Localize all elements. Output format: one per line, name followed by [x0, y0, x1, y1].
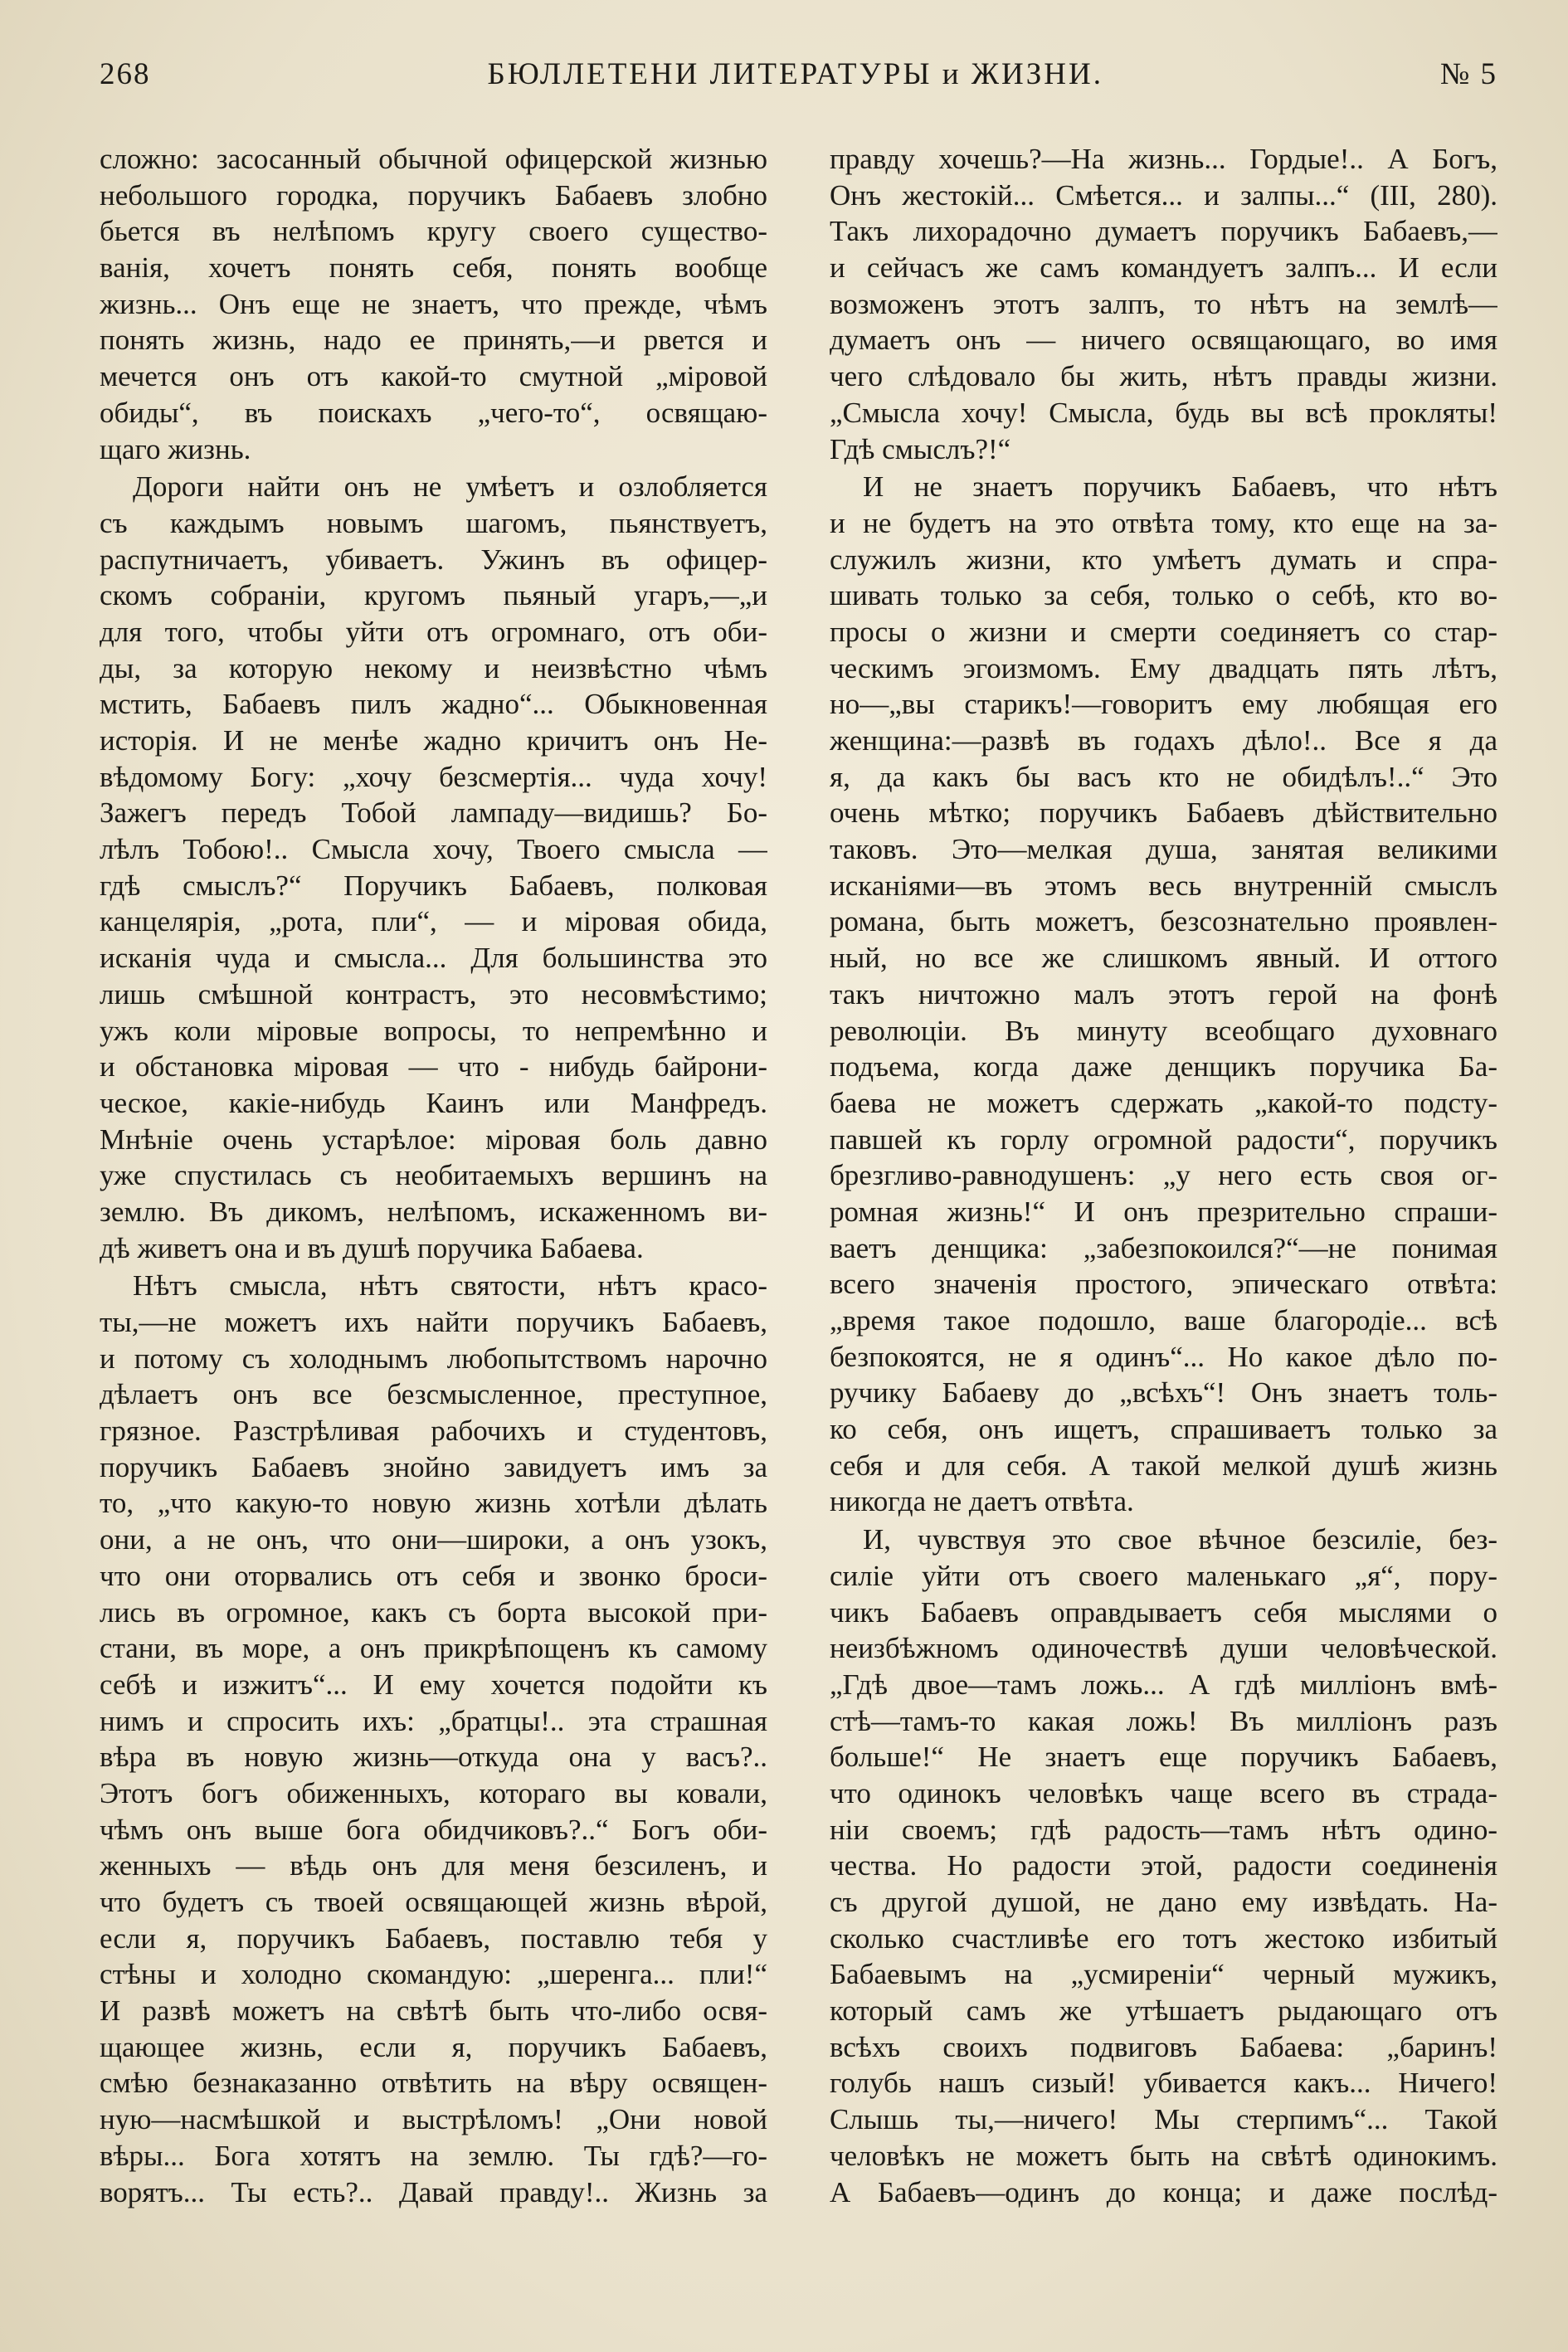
text-line: я, да какъ бы васъ кто не обидѣлъ!..“ Это — [830, 760, 1497, 793]
paragraph — [830, 141, 1497, 467]
text-line: никогда не даетъ отвѣта. — [830, 1485, 1134, 1518]
text-line: грязное. Разстрѣливая рабочихъ и студентовъ, — [100, 1415, 767, 1448]
text-line: Зажегъ передъ Тобой лампаду—видишь? Бо- — [100, 796, 767, 830]
text-line: нимъ и спросить ихъ: „братцы!.. эта страшная — [100, 1704, 767, 1737]
text-line: они, а не онъ, что они—широки, а онъ узокъ, — [100, 1523, 767, 1556]
text-line: дѣ живетъ она и въ душѣ поручика Бабаева. — [100, 1231, 644, 1264]
text-line: баева не можетъ сдержать „какой-то подсту- — [830, 1086, 1497, 1119]
text-line: таковъ. Это—мелкая душа, занятая великими — [830, 833, 1497, 866]
text-line: больше!“ Не знаетъ еще поручикъ Бабаевъ, — [830, 1741, 1497, 1774]
text-line: ніи своемъ; гдѣ радость—тамъ нѣтъ одино- — [830, 1813, 1497, 1846]
text-line: себѣ и изжитъ“... И ему хочется подойти къ — [100, 1668, 767, 1701]
text-line: и обстановка міровая — что - нибудь байрони- — [100, 1050, 767, 1083]
text-line: что одинокъ человѣкъ чаще всего въ страда- — [830, 1776, 1497, 1809]
text-line: лѣлъ Тобою!.. Смысла хочу, Твоего смысла — — [100, 833, 767, 866]
text-line: И развѣ можетъ на свѣтѣ быть что-либо освя- — [100, 1994, 767, 2028]
text-line: скомъ собраніи, кругомъ пьяный угаръ,—„и — [100, 579, 767, 612]
text-line: который самъ же утѣшаетъ рыдающаго отъ — [830, 1994, 1497, 2028]
text-line: ческое, какіе-нибудь Каинъ или Манфредъ. — [100, 1086, 767, 1119]
text-line: если я, поручикъ Бабаевъ, поставлю тебя у — [100, 1921, 767, 1955]
text-line: и не будетъ на это отвѣта тому, кто еще на за- — [830, 506, 1497, 539]
text-line: что будетъ съ твоей освящающей жизнь вѣрой, — [100, 1886, 767, 1918]
text-line: просы о жизни и смерти соединяетъ со стар- — [830, 615, 1497, 648]
text-line: жизнь... Онъ еще не знаетъ, что прежде, чѣмъ — [100, 287, 767, 320]
text-line: бьется въ нелѣпомъ кругу своего существо- — [100, 215, 767, 248]
text-line: и потому съ холоднымъ любопытствомъ нарочно — [100, 1342, 767, 1375]
right-column — [830, 141, 1497, 2212]
text-line: исторія. И не менѣе жадно кричитъ онъ Не- — [100, 724, 767, 757]
text-line: ды, за которую некому и неизвѣстно чѣмъ — [100, 651, 767, 684]
paragraph — [100, 141, 767, 467]
text-line: но—„вы старикъ!—говоритъ ему любящая его — [830, 688, 1497, 721]
paragraph — [830, 1522, 1497, 2210]
text-line: И, чувствуя это свое вѣчное безсиліе, без- — [863, 1523, 1497, 1556]
text-line: канцелярія, „рота, пли“, — и міровая обида, — [100, 905, 767, 938]
text-line: для того, чтобы уйти отъ огромнаго, отъ оби- — [100, 615, 767, 648]
text-line: силіе уйти отъ своего маленькаго „я“, пору- — [830, 1559, 1497, 1592]
text-line: думаетъ онъ — ничего освящающаго, во имя — [830, 324, 1497, 357]
text-line: правду хочешь?—На жизнь... Гордые!.. А Богъ, — [830, 143, 1497, 175]
text-line: павшей къ горлу огромной радости“, поручикъ — [830, 1122, 1497, 1156]
text-line: ванія, хочетъ понять себя, понять вообще — [100, 251, 767, 285]
text-line: себя и для себя. А такой мелкой душѣ жизнь — [830, 1449, 1497, 1482]
paragraph — [100, 469, 767, 1266]
paragraph — [100, 1268, 767, 2210]
text-line: безпокоятся, не я одинъ“... Но какое дѣло по- — [830, 1340, 1497, 1373]
text-line: землю. Въ дикомъ, нелѣпомъ, искаженномъ ви- — [100, 1195, 767, 1228]
text-line: А Бабаевъ—одинъ до конца; и даже послѣд- — [830, 2175, 1497, 2208]
text-line: лись въ огромное, какъ съ борта высокой при- — [100, 1595, 767, 1629]
left-column — [100, 141, 767, 2212]
journal-title: БЮЛЛЕТЕНИ ЛИТЕРАТУРЫ и ЖИЗНИ. — [487, 57, 1103, 91]
text-line: „Гдѣ двое—тамъ ложь... А гдѣ милліонъ вмѣ- — [830, 1668, 1497, 1701]
issue-number: № 5 — [1439, 57, 1497, 91]
text-line: всего значенія простого, эпическаго отвѣта: — [830, 1268, 1497, 1301]
text-line: поручикъ Бабаевъ знойно завидуетъ имъ за — [100, 1450, 767, 1483]
text-line: что они оторвались отъ себя и звонко броси- — [100, 1559, 767, 1592]
text-line: стѣ—тамъ-то какая ложь! Въ милліонъ разъ — [830, 1704, 1497, 1737]
text-line: „Смысла хочу! Смысла, будь вы всѣ прокляты! — [830, 396, 1497, 429]
text-line: гдѣ смыслъ?“ Поручикъ Бабаевъ, полковая — [100, 869, 767, 902]
text-line: подъема, когда даже денщикъ поручика Ба- — [830, 1050, 1497, 1083]
page-number: 268 — [100, 57, 151, 91]
text-line: ворятъ... Ты есть?.. Давай правду!.. Жизнь за — [100, 2175, 767, 2208]
text-line: мечется онъ отъ какой-то смутной „міровой — [100, 360, 767, 393]
text-line: Мнѣніе очень устарѣлое: міровая боль давно — [100, 1122, 767, 1156]
text-line: ческимъ эгоизмомъ. Ему двадцать пять лѣтъ, — [830, 651, 1497, 684]
text-line: дѣлаетъ онъ все безсмысленное, преступное, — [100, 1378, 767, 1411]
text-line: такъ ничтожно малъ этотъ герой на фонѣ — [830, 977, 1497, 1010]
text-line: ты,—не можетъ ихъ найти поручикъ Бабаевъ, — [100, 1306, 767, 1338]
text-line: сложно: засосанный обычной офицерской жизнью — [100, 143, 767, 175]
text-line: Гдѣ смыслъ?!“ — [830, 432, 1011, 465]
text-line: съ каждымъ новымъ шагомъ, пьянствуетъ, — [100, 506, 767, 539]
text-line: чего слѣдовало бы жить, нѣтъ правды жизни. — [830, 360, 1497, 393]
text-line: всѣхъ своихъ подвиговъ Бабаева: „баринъ! — [830, 2030, 1497, 2063]
text-line: голубь нашъ сизый! убивается какъ... Ничего! — [830, 2067, 1497, 2100]
text-line: неизбѣжномъ одиночествѣ души человѣческой. — [830, 1632, 1497, 1665]
text-line: женныхъ — вѣдь онъ для меня безсиленъ, и — [100, 1849, 767, 1882]
text-line: небольшого городка, поручикъ Бабаевъ злобно — [100, 178, 767, 212]
text-line: стѣны и холодно скомандую: „шеренга... пли!“ — [100, 1958, 767, 1991]
text-line: распутничаетъ, убиваетъ. Ужинъ въ офицер- — [100, 543, 767, 576]
paragraph — [830, 469, 1497, 1520]
text-line: и сейчасъ же самъ командуетъ залпъ... И если — [830, 251, 1497, 285]
text-line: понять жизнь, надо ее принять,—и рвется и — [100, 324, 767, 357]
text-line: Дороги найти онъ не умѣетъ и озлобляется — [133, 470, 767, 504]
text-line: сколько счастливѣе его тотъ жестоко избитый — [830, 1921, 1497, 1955]
text-line: вѣры... Бога хотятъ на землю. Ты гдѣ?—го- — [100, 2139, 767, 2172]
text-line: ручику Бабаеву до „всѣхъ“! Онъ знаетъ толь- — [830, 1376, 1497, 1410]
text-line: Такъ лихорадочно думаетъ поручикъ Бабаевъ,— — [830, 215, 1497, 248]
text-line: „время такое подошло, ваше благородіе... всѣ — [830, 1304, 1497, 1337]
text-line: Онъ жестокій... Смѣется... и залпы...“ (III, 280). — [830, 178, 1497, 212]
text-line: шивать только за себя, только о себѣ, кто во- — [830, 579, 1497, 612]
text-line: ную—насмѣшкой и выстрѣломъ! „Они новой — [100, 2103, 767, 2136]
text-line: человѣкъ не можетъ быть на свѣтѣ одинокимъ. — [830, 2139, 1497, 2172]
text-line: чикъ Бабаевъ оправдываетъ себя мыслями о — [830, 1595, 1497, 1629]
text-line: чества. Но радости этой, радости соединенія — [830, 1849, 1497, 1882]
text-line: исканіями—въ этомъ весь внутренній смыслъ — [830, 869, 1497, 902]
text-line: ужъ коли міровые вопросы, то непремѣнно и — [100, 1014, 767, 1047]
text-line: романа, быть можетъ, безсознательно проявлен- — [830, 905, 1497, 938]
text-line: Нѣтъ смысла, нѣтъ святости, нѣтъ красо- — [133, 1269, 767, 1303]
text-columns — [100, 141, 1497, 2212]
running-header — [100, 56, 1497, 108]
text-line: стани, въ море, а онъ прикрѣпощенъ къ самому — [100, 1632, 767, 1665]
text-line: И не знаетъ поручикъ Бабаевъ, что нѣтъ — [863, 470, 1497, 504]
text-line: ваетъ денщика: „забезпокоился?“—не понимая — [830, 1231, 1497, 1264]
text-line: то, „что какую-то новую жизнь хотѣли дѣлать — [100, 1487, 767, 1520]
text-line: Слышь ты,—ничего! Мы стерпимъ“... Такой — [830, 2103, 1497, 2136]
text-line: ный, но все же слишкомъ явный. И оттого — [830, 942, 1497, 975]
text-line: исканія чуда и смысла... Для большинства это — [100, 942, 767, 975]
text-line: Бабаевымъ на „усмиреніи“ черный мужикъ, — [830, 1958, 1497, 1991]
text-line: чѣмъ онъ выше бога обидчиковъ?..“ Богъ оби- — [100, 1813, 767, 1846]
text-line: возможенъ этотъ залпъ, то нѣтъ на землѣ— — [830, 287, 1497, 320]
text-line: служилъ жизни, кто умѣетъ думать и спра- — [830, 543, 1497, 576]
text-line: щающее жизнь, если я, поручикъ Бабаевъ, — [100, 2030, 767, 2063]
text-line: ко себя, онъ ищетъ, спрашиваетъ только за — [830, 1413, 1497, 1446]
text-line: Этотъ богъ обиженныхъ, котораго вы ковали, — [100, 1776, 767, 1809]
text-line: щаго жизнь. — [100, 432, 251, 465]
text-line: революціи. Въ минуту всеобщаго духовнаго — [830, 1014, 1497, 1047]
text-line: ромная жизнь!“ И онъ презрительно спраши- — [830, 1195, 1497, 1228]
text-line: смѣю безнаказанно отвѣтить на вѣру освящен- — [100, 2067, 767, 2100]
text-line: съ другой душой, не дано ему извѣдать. На- — [830, 1886, 1497, 1918]
text-line: женщина:—развѣ въ годахъ дѣло!.. Все я да — [830, 724, 1497, 757]
text-line: обиды“, въ поискахъ „чего-то“, освящаю- — [100, 396, 767, 429]
text-line: очень мѣтко; поручикъ Бабаевъ дѣйствительно — [830, 796, 1497, 830]
text-line: лишь смѣшной контрастъ, это несовмѣстимо; — [100, 977, 767, 1010]
text-line: вѣра въ новую жизнь—откуда она у васъ?.. — [100, 1741, 767, 1774]
text-line: вѣдомому Богу: „хочу безсмертія... чуда хочу! — [100, 760, 767, 793]
text-line: уже спустилась съ необитаемыхъ вершинъ на — [100, 1159, 767, 1192]
text-line: мстить, Бабаевъ пилъ жадно“... Обыкновенная — [100, 688, 767, 721]
text-line: брезгливо-равнодушенъ: „у него есть своя ог- — [830, 1159, 1497, 1192]
